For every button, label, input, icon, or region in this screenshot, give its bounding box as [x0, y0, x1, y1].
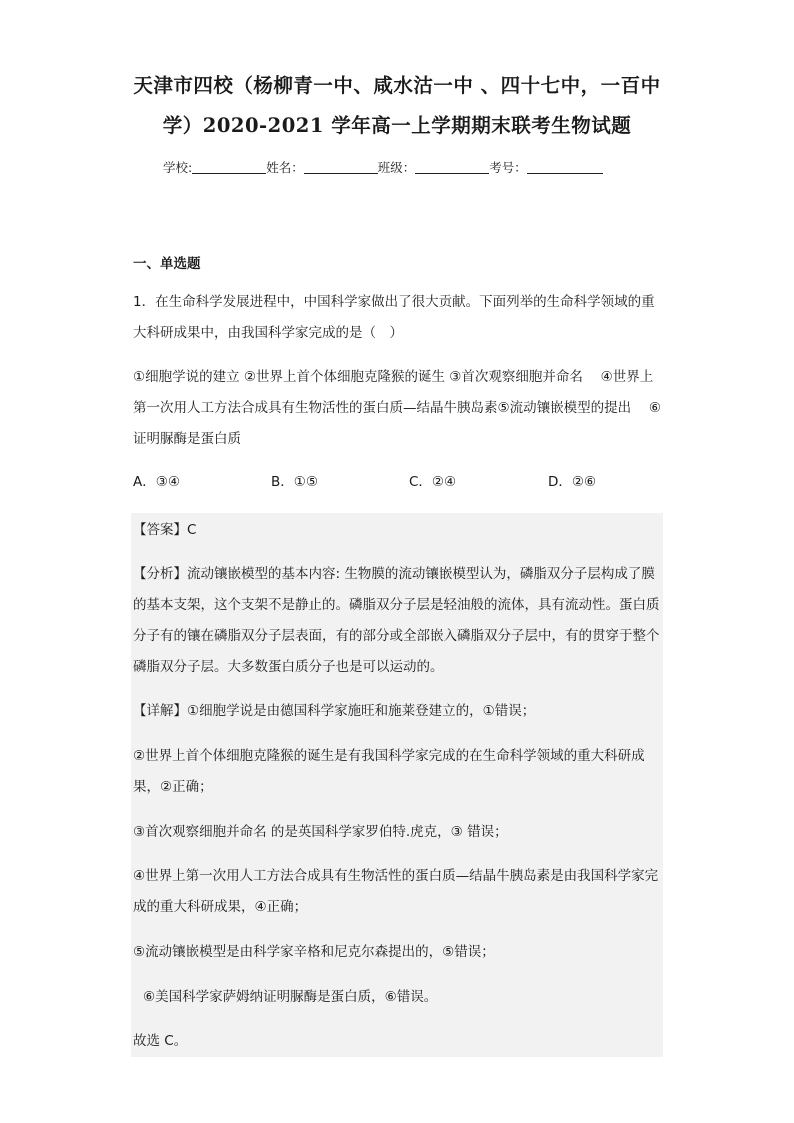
- name-blank[interactable]: [304, 160, 378, 174]
- conclusion-line: 故选 C。: [133, 1033, 188, 1049]
- exam-title: [110, 66, 684, 146]
- class-blank[interactable]: [415, 160, 489, 174]
- option-a[interactable]: A．③④: [133, 474, 180, 490]
- student-info-line: [163, 158, 603, 176]
- class-label: 班级：: [377, 160, 416, 175]
- option-c[interactable]: C．②④: [409, 474, 457, 490]
- detail-item: ③首次观察细胞并命名 的是英国科学家罗伯特.虎克，③ 错误；: [133, 824, 508, 840]
- school-blank[interactable]: [192, 160, 266, 174]
- detail-item: 【详解】①细胞学说是由德国科学家施旺和施莱登建立的，①错误；: [133, 703, 536, 719]
- question-stem: 1．在生命科学发展进程中，中国科学家做出了很大贡献。下面列举的生命科学领域的重大科研成果中，由我国科学家完成的是（ ）: [133, 294, 655, 341]
- option-b[interactable]: B．①⑤: [271, 474, 318, 490]
- detail-item: ④世界上第一次用人工方法合成具有生物活性的蛋白质—结晶牛胰岛素是由我国科学家完成的重大科研成果，④正确；: [133, 868, 659, 915]
- detail-item: ②世界上首个体细胞克隆猴的诞生是有我国科学家完成的在生命科学领域的重大科研成果，②正确；: [133, 748, 645, 795]
- name-label: 姓名：: [266, 160, 304, 175]
- answer-line: 【答案】C: [133, 522, 197, 538]
- analysis-paragraph: 【分析】流动镶嵌模型的基本内容: 生物膜的流动镶嵌模型认为，磷脂双分子层构成了膜的基本支架，这个支架不是静止的。磷脂双分子层是轻油般的流体，具有流动性。蛋白质分子有的镶在磷脂双分子层表面，有的部分或全部嵌入磷脂双分子层中，有的贯穿于整个磷脂双分子层。大多数蛋白质分子也是可以运动的。: [133, 566, 660, 675]
- number-blank[interactable]: [527, 160, 603, 174]
- question-items: ①细胞学说的建立 ②世界上首个体细胞克隆猴的诞生 ③首次观察细胞并命名 ④世界上第一次用人工方法合成具有生物活性的蛋白质—结晶牛胰岛素⑤流动镶嵌模型的提出 ⑥证明脲酶是蛋白质: [133, 369, 661, 447]
- section-heading: 一、单选题: [133, 256, 201, 272]
- exam-title-line-2: 学）2020-2021 学年高一上学期期末联考生物试题: [162, 114, 632, 137]
- school-label: 学校:: [163, 160, 193, 175]
- detail-item: ⑤流动镶嵌模型是由科学家辛格和尼克尔森提出的，⑤错误；: [133, 944, 495, 960]
- detail-item: ⑥美国科学家萨姆纳证明脲酶是蛋白质，⑥错误。: [143, 989, 438, 1005]
- option-d[interactable]: D．②⑥: [548, 474, 597, 490]
- exam-title-line-1: 天津市四校（杨柳青一中、咸水沽一中 、四十七中，一百中: [133, 74, 661, 97]
- number-label: 考号：: [489, 160, 527, 175]
